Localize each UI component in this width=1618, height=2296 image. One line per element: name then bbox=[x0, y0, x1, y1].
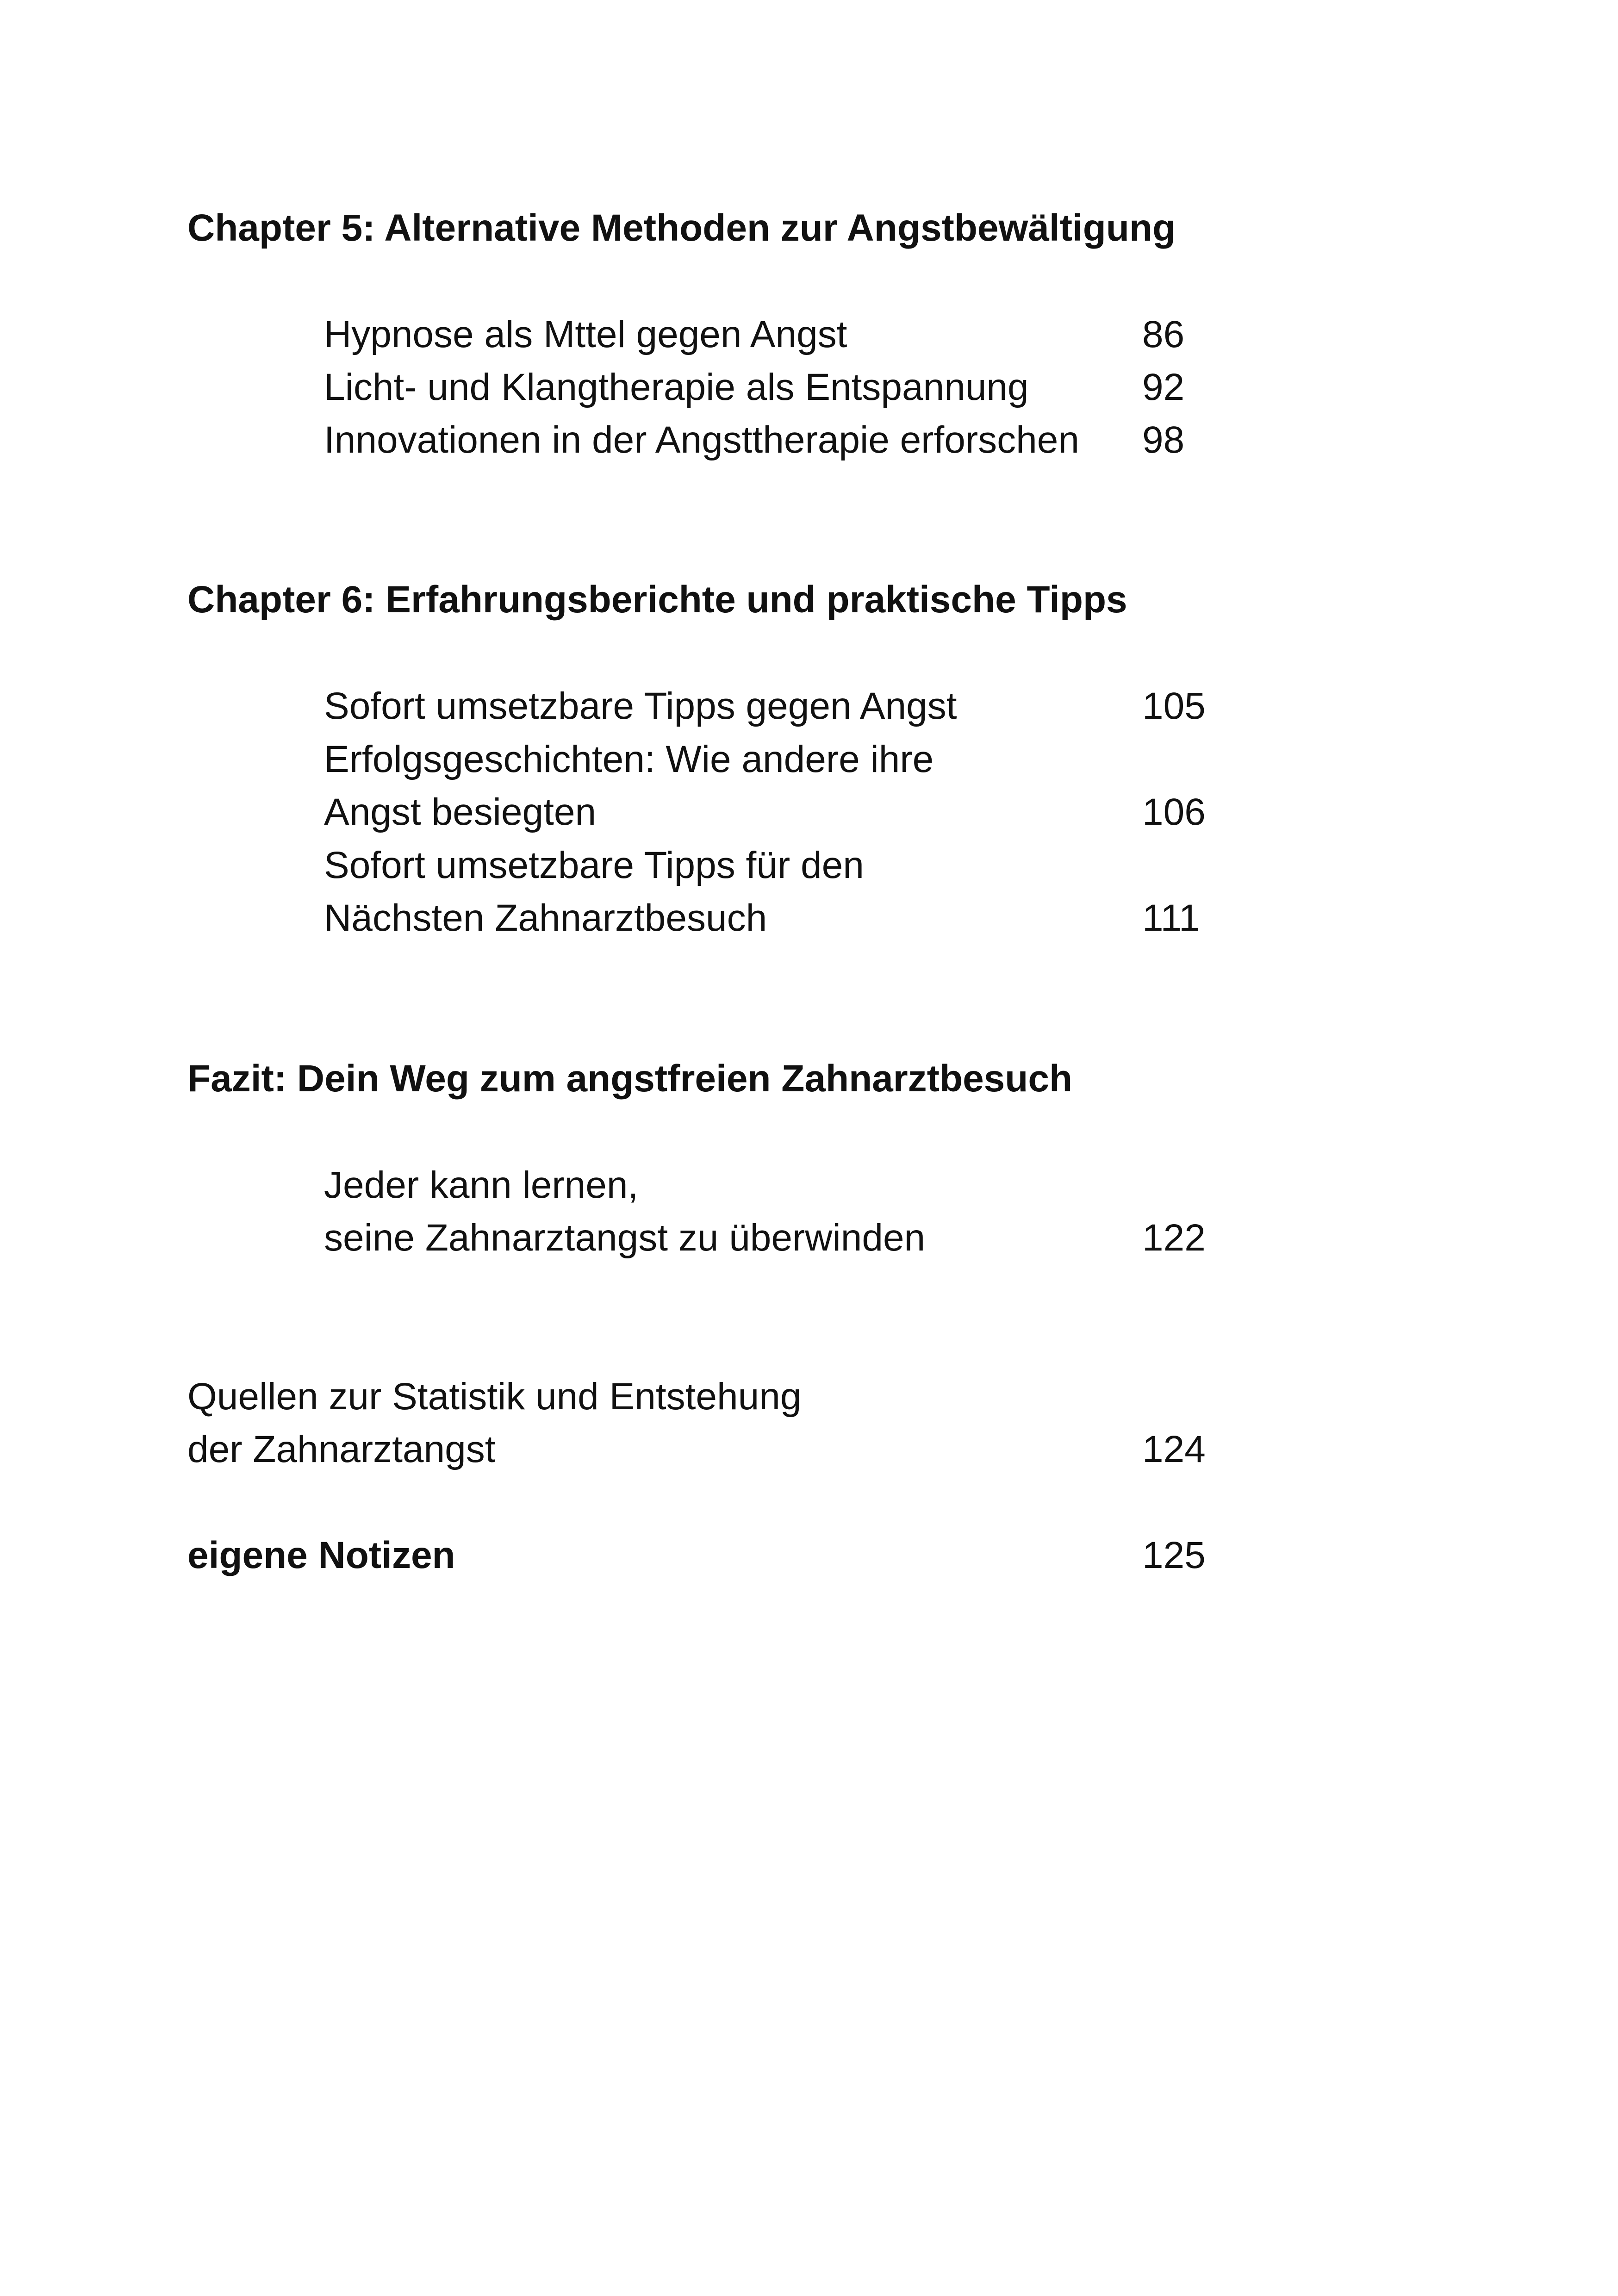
toc-entry-page: 111 bbox=[1142, 897, 1200, 939]
toc-entry-page: 92 bbox=[1142, 366, 1185, 408]
quellen-title: Quellen zur Statistik und Entstehung bbox=[187, 1375, 802, 1418]
chapter-5-heading: Chapter 5: Alternative Methoden zur Angstbewältigung bbox=[187, 207, 1176, 249]
toc-entry-title-cont: Nächsten Zahnarztbesuch bbox=[324, 897, 767, 939]
toc-entry-title: Sofort umsetzbare Tipps gegen Angst bbox=[324, 685, 957, 727]
toc-entry-title: Erfolgsgeschichten: Wie andere ihre bbox=[324, 738, 934, 780]
toc-entry-page: 86 bbox=[1142, 313, 1185, 355]
notizen-label: eigene Notizen bbox=[187, 1534, 455, 1576]
toc-entry-title-cont: Angst besiegten bbox=[324, 791, 597, 833]
quellen-page: 124 bbox=[1142, 1428, 1206, 1470]
toc-entry-page: 122 bbox=[1142, 1217, 1206, 1259]
toc-entry-title: Innovationen in der Angsttherapie erforschen bbox=[324, 419, 1079, 461]
toc-entry-title: Hypnose als Mttel gegen Angst bbox=[324, 313, 847, 355]
toc-entry-page: 98 bbox=[1142, 419, 1185, 461]
fazit-heading: Fazit: Dein Weg zum angstfreien Zahnarztbesuch bbox=[187, 1058, 1073, 1100]
toc-entry-title: Sofort umsetzbare Tipps für den bbox=[324, 844, 864, 886]
toc-entry-title: Licht- und Klangtherapie als Entspannung bbox=[324, 366, 1029, 408]
toc-entry-title: Jeder kann lernen, bbox=[324, 1164, 639, 1206]
notizen-page: 125 bbox=[1142, 1534, 1206, 1576]
quellen-title-cont: der Zahnarztangst bbox=[187, 1428, 496, 1470]
toc-entry-page: 105 bbox=[1142, 685, 1206, 727]
toc-entry-page: 106 bbox=[1142, 791, 1206, 833]
toc-entry-title-cont: seine Zahnarztangst zu überwinden bbox=[324, 1217, 926, 1259]
chapter-6-heading: Chapter 6: Erfahrungsberichte und praktische Tipps bbox=[187, 579, 1127, 621]
